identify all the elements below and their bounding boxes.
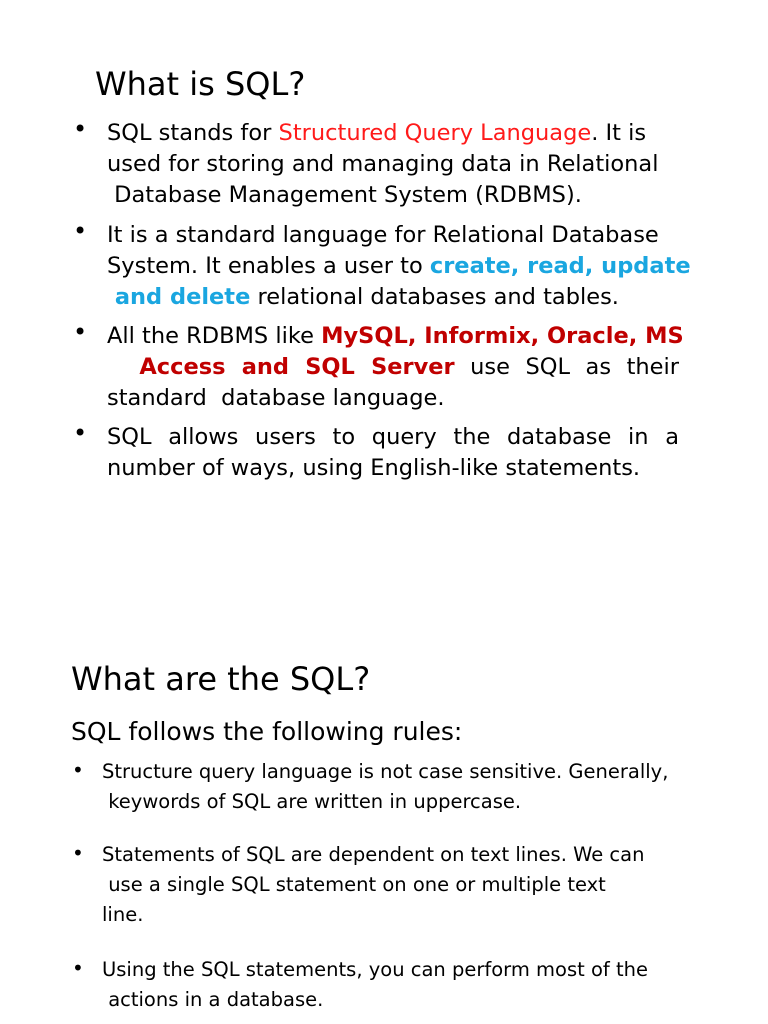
text-line: It is a standard language for Relational Database xyxy=(107,222,659,248)
bullet-item xyxy=(73,115,679,211)
text-line: Statements of SQL are dependent on text lines. We can xyxy=(102,843,645,866)
bullet-dot-icon: • xyxy=(72,841,84,865)
text-line: used for storing and managing data in Relational xyxy=(107,151,659,177)
text-line: use a single SQL statement on one or multiple text xyxy=(102,873,606,896)
text-run: use SQL as their xyxy=(454,354,679,380)
bullet-item xyxy=(72,955,692,1015)
highlight-and-delete: and delete xyxy=(107,284,251,310)
bullet-item xyxy=(73,217,691,313)
text-run: System. It enables a user to xyxy=(107,253,430,279)
highlight-crud-operations: create, read, update xyxy=(429,253,691,279)
section-title-what-is-sql: What is SQL? xyxy=(95,65,306,103)
text-line xyxy=(107,251,691,282)
section-title-what-are-the-sql: What are the SQL? xyxy=(71,660,371,698)
text-line: keywords of SQL are written in uppercase. xyxy=(102,790,522,813)
text-line: Using the SQL statements, you can perform most of the xyxy=(102,958,648,981)
bullet-dot-icon: • xyxy=(72,956,84,980)
bullet-item xyxy=(72,757,692,817)
text-run: relational databases and tables. xyxy=(250,284,619,310)
bullet-dot-icon: • xyxy=(72,758,84,782)
bullet-item xyxy=(73,318,684,414)
text-line xyxy=(107,352,679,383)
highlight-rdbms-names-cont: Access and SQL Server xyxy=(107,354,455,380)
text-line: SQL allows users to query the database in a xyxy=(107,424,679,450)
text-line: Database Management System (RDBMS). xyxy=(107,182,582,208)
text-line: standard database language. xyxy=(107,385,445,411)
bullet-dot-icon: • xyxy=(73,217,88,245)
bullet-item xyxy=(73,419,679,484)
text-line: actions in a database. xyxy=(102,988,324,1011)
rules-intro-text: SQL follows the following rules: xyxy=(71,717,463,746)
text-run: . It is xyxy=(591,120,647,146)
text-line: line. xyxy=(102,903,144,926)
text-line xyxy=(107,118,679,149)
highlight-rdbms-names: MySQL, Informix, Oracle, MS xyxy=(321,323,684,349)
text-line: number of ways, using English-like statements. xyxy=(107,455,641,481)
bullet-dot-icon: • xyxy=(73,115,88,143)
bullet-dot-icon: • xyxy=(73,318,88,346)
bullet-item xyxy=(72,840,692,930)
text-run: SQL stands for xyxy=(107,120,279,146)
text-line xyxy=(107,321,684,352)
text-line: Structure query language is not case sensitive. Generally, xyxy=(102,760,669,783)
highlight-structured-query-language: Structured Query Language xyxy=(278,120,592,146)
text-line xyxy=(107,282,679,313)
bullet-dot-icon: • xyxy=(73,419,88,447)
text-run: All the RDBMS like xyxy=(107,323,322,349)
